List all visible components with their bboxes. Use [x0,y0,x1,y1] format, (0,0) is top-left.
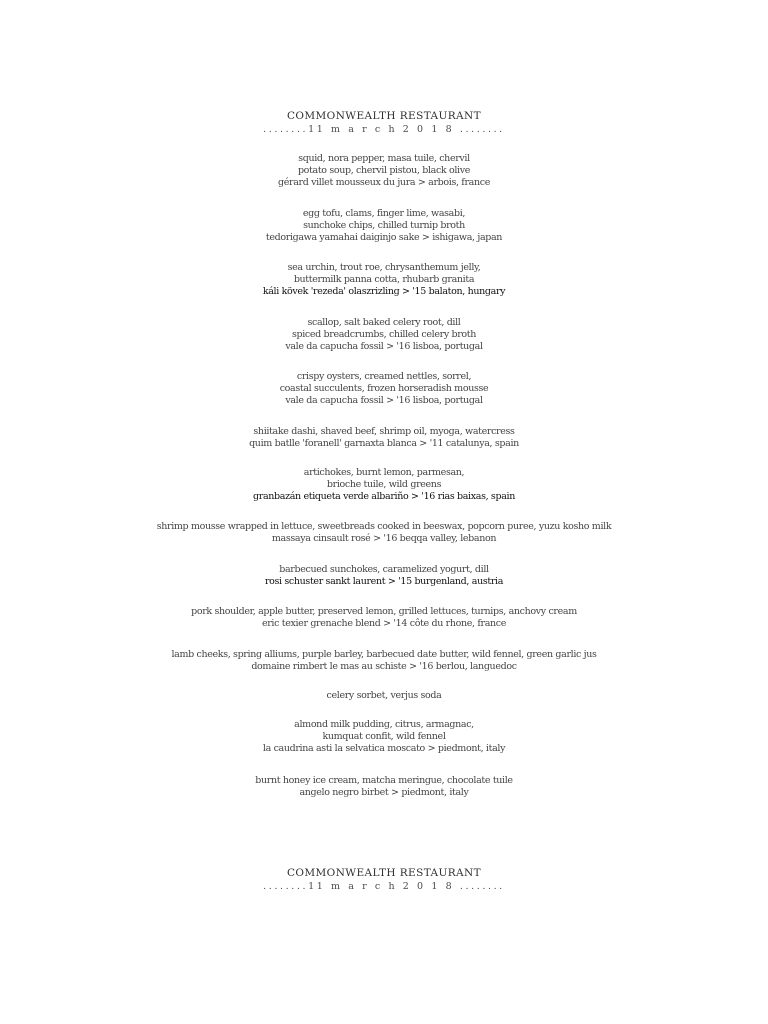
wine-pairing: káli kövek 'rezeda' olaszrizling > '15 balaton, hungary [262,286,506,298]
course-13 [0,719,768,756]
dish-line: crispy oysters, creamed nettles, sorrel, [296,371,472,382]
dish-line: kumquat confit, wild fennel [322,731,446,743]
dish-line: sea urchin, trout roe, chrysanthemum jelly, [287,262,481,273]
course-11 [0,649,768,673]
wine-pairing: granbazán etiqueta verde albariño > '16 rias baixas, spain [253,491,515,503]
course-5 [0,371,768,408]
wine-pairing: domaine rimbert le mas au schiste > '16 berlou, languedoc [251,661,517,673]
dish-line: artichokes, burnt lemon, parmesan, [303,467,465,478]
menu-date: ........11 m a r c h 2 0 1 8 ........ [263,881,505,892]
wine-pairing: rosi schuster sankt laurent > '15 burgenland, austria [264,576,504,588]
course-6 [0,426,768,450]
wine-pairing: gérard villet mousseux du jura > arbois, france [278,177,490,189]
menu-date: ........11 m a r c h 2 0 1 8 ........ [263,124,505,135]
dish-line: shiitake dashi, shaved beef, shrimp oil, myoga, watercress [253,426,515,437]
dish-line: almond milk pudding, citrus, armagnac, [294,719,474,730]
course-3 [0,262,768,299]
course-2 [0,208,768,245]
course-8 [0,521,768,545]
restaurant-title: COMMONWEALTH RESTAURANT [286,867,482,879]
menu-header [0,110,768,136]
course-1 [0,153,768,190]
course-10 [0,606,768,630]
dish-line: scallop, salt baked celery root, dill [307,317,461,328]
wine-pairing: quim batlle 'foranell' garnaxta blanca > '11 catalunya, spain [249,438,519,450]
course-14 [0,775,768,799]
dish-line: sunchoke chips, chilled turnip broth [303,220,465,232]
dish-line: buttermilk panna cotta, rhubarb granita [293,274,475,286]
dish-line: spiced breadcrumbs, chilled celery broth [291,329,477,341]
menu-footer [0,867,768,893]
dish-line: celery sorbet, verjus soda [326,690,442,701]
wine-pairing: vale da capucha fossil > '16 lisboa, portugal [285,341,483,353]
course-12 [0,690,768,702]
dish-line: shrimp mousse wrapped in lettuce, sweetbreads cooked in beeswax, popcorn puree, yuzu kosho milk [156,521,612,532]
restaurant-title: COMMONWEALTH RESTAURANT [286,110,482,122]
wine-pairing: eric texier grenache blend > '14 côte du rhone, france [261,618,507,630]
dish-line: burnt honey ice cream, matcha meringue, chocolate tuile [255,775,513,786]
wine-pairing: angelo negro birbet > piedmont, italy [299,787,469,799]
dish-line: coastal succulents, frozen horseradish mousse [279,383,489,395]
wine-pairing: tedorigawa yamahai daiginjo sake > ishigawa, japan [265,232,503,244]
wine-pairing: vale da capucha fossil > '16 lisboa, portugal [285,395,483,407]
dish-line: squid, nora pepper, masa tuile, chervil [298,153,470,164]
dish-line: barbecued sunchokes, caramelized yogurt, dill [279,564,489,575]
course-4 [0,317,768,354]
course-9 [0,564,768,588]
dish-line: brioche tuile, wild greens [326,479,442,491]
dish-line: potato soup, chervil pistou, black olive [297,165,471,177]
wine-pairing: massaya cinsault rosé > '16 beqqa valley, lebanon [271,533,497,545]
course-7 [0,467,768,504]
dish-line: pork shoulder, apple butter, preserved lemon, grilled lettuces, turnips, anchovy cream [191,606,577,617]
dish-line: lamb cheeks, spring alliums, purple barley, barbecued date butter, wild fennel, green garlic jus [171,649,597,660]
dish-line: egg tofu, clams, finger lime, wasabi, [302,208,466,219]
wine-pairing: la caudrina asti la selvatica moscato > piedmont, italy [262,743,506,755]
